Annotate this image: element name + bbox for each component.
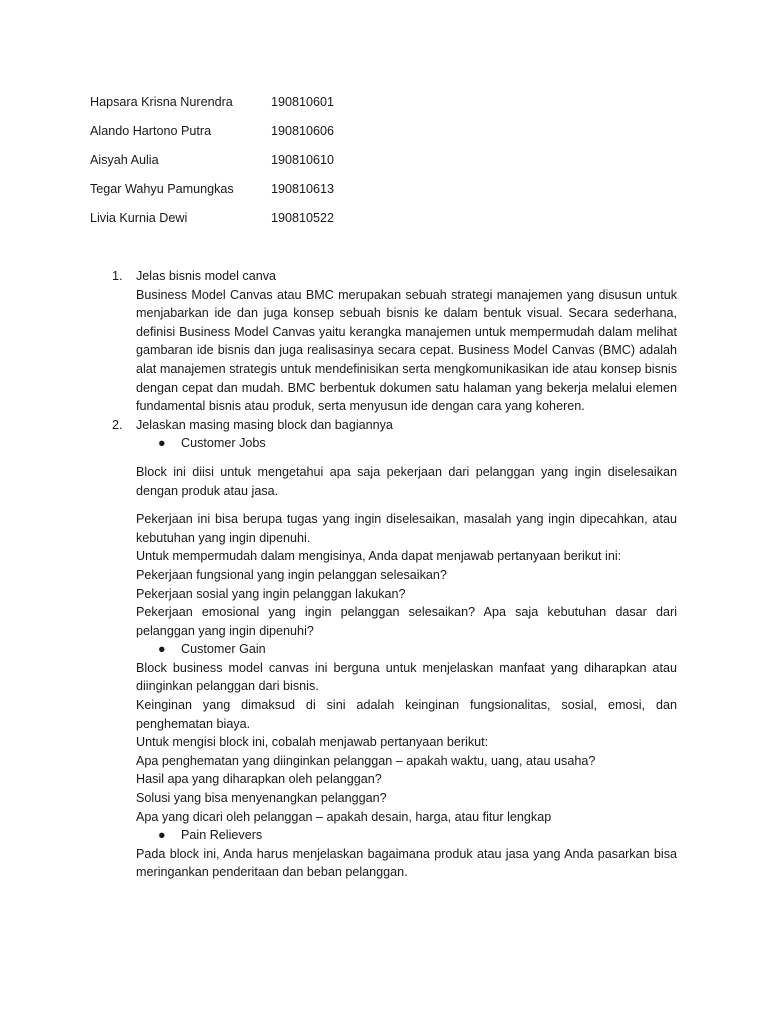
answer-paragraph: Business Model Canvas atau BMC merupakan sebuah strategi manajemen yang disusun untuk menjabarkan ide dan juga konsep sebuah bisnis ke dalam bentuk visual. Secara sederhana, definisi Business Model Canvas yaitu kerangka manajemen untuk mempermudah dalam melihat gambaran ide bisnis dan juga realisasinya secara cepat. Business Model Canvas (BMC) adalah alat manajemen strategis untuk mendefinisikan serta mengkomunikasikan ide atau konsep bisnis dengan cepat dan mudah. BMC berbentuk dokumen satu halaman yang bekerja melalui elemen fundamental bisnis atau produk, serta menyusun ide dengan cara yang koheren. <box>136 287 677 414</box>
block-line: Solusi yang bisa menyenangkan pelanggan? <box>136 791 387 806</box>
block-line: Apa yang dicari oleh pelanggan – apakah desain, harga, atau fitur lengkap <box>136 809 552 824</box>
member-row <box>90 151 490 180</box>
block-heading-label: Pain Relievers <box>181 828 263 843</box>
member-name: Livia Kurnia Dewi <box>90 211 188 225</box>
block-line: Untuk mengisi block ini, cobalah menjawab pertanyaan berikut: <box>136 735 489 750</box>
answers-section <box>112 267 677 882</box>
block-paragraph: Block ini diisi untuk mengetahui apa saja pekerjaan dari pelanggan yang ingin diselesaikan dengan produk atau jasa. <box>136 464 677 498</box>
member-id: 190810613 <box>271 182 335 196</box>
block-line: Pekerjaan emosional yang ingin pelanggan selesaikan? Apa saja kebutuhan dasar dari pelanggan yang ingin dipenuhi? <box>136 605 677 638</box>
block-line: Hasil apa yang diharapkan oleh pelanggan? <box>136 772 382 787</box>
list-number: 1. <box>112 269 123 283</box>
member-name: Tegar Wahyu Pamungkas <box>90 182 234 196</box>
member-id: 190810601 <box>271 95 335 109</box>
member-id: 190810606 <box>271 124 335 138</box>
question-title: Jelas bisnis model canva <box>136 269 277 283</box>
block-line: Keinginan yang dimaksud di sini adalah keinginan fungsionalitas, sosial, emosi, dan penghematan biaya. <box>136 698 677 731</box>
list-number: 2. <box>112 417 123 432</box>
question-1 <box>112 267 677 416</box>
bullet-icon: ● <box>158 828 166 843</box>
member-row <box>90 93 490 122</box>
member-id: 190810522 <box>271 211 335 225</box>
block-line: Pekerjaan fungsional yang ingin pelanggan selesaikan? <box>136 567 447 582</box>
block-line: Untuk mempermudah dalam mengisinya, Anda dapat menjawab pertanyaan berikut ini: <box>136 549 622 564</box>
bullet-icon: ● <box>158 436 166 451</box>
bullet-icon: ● <box>158 642 166 657</box>
block-line: Block business model canvas ini berguna untuk menjelaskan manfaat yang diharapkan atau diinginkan pelanggan dari bisnis. <box>136 660 677 694</box>
member-id: 190810610 <box>271 153 335 167</box>
member-list <box>90 93 490 238</box>
member-name: Alando Hartono Putra <box>90 124 212 138</box>
block-heading-label: Customer Gain <box>181 642 266 657</box>
member-row <box>90 180 490 209</box>
block-line: Pada block ini, Anda harus menjelaskan bagaimana produk atau jasa yang Anda pasarkan bisa meringankan penderitaan dan beban pelanggan. <box>136 846 677 880</box>
member-name: Aisyah Aulia <box>90 153 159 167</box>
member-row <box>90 209 490 238</box>
block-heading-customer-jobs <box>136 434 677 453</box>
question-2 <box>112 416 677 435</box>
member-name: Hapsara Krisna Nurendra <box>90 95 233 109</box>
question-title: Jelaskan masing masing block dan bagiannya <box>136 417 393 432</box>
block-heading-pain-relievers <box>136 826 677 845</box>
block-heading-label: Customer Jobs <box>181 436 266 451</box>
member-row <box>90 122 490 151</box>
block-paragraph: Pekerjaan ini bisa berupa tugas yang ingin diselesaikan, masalah yang ingin dipecahkan, atau kebutuhan yang ingin dipenuhi. <box>136 512 677 545</box>
block-heading-customer-gain <box>136 640 677 659</box>
block-line: Pekerjaan sosial yang ingin pelanggan lakukan? <box>136 586 406 601</box>
block-line: Apa penghematan yang diinginkan pelanggan – apakah waktu, uang, atau usaha? <box>136 753 596 768</box>
